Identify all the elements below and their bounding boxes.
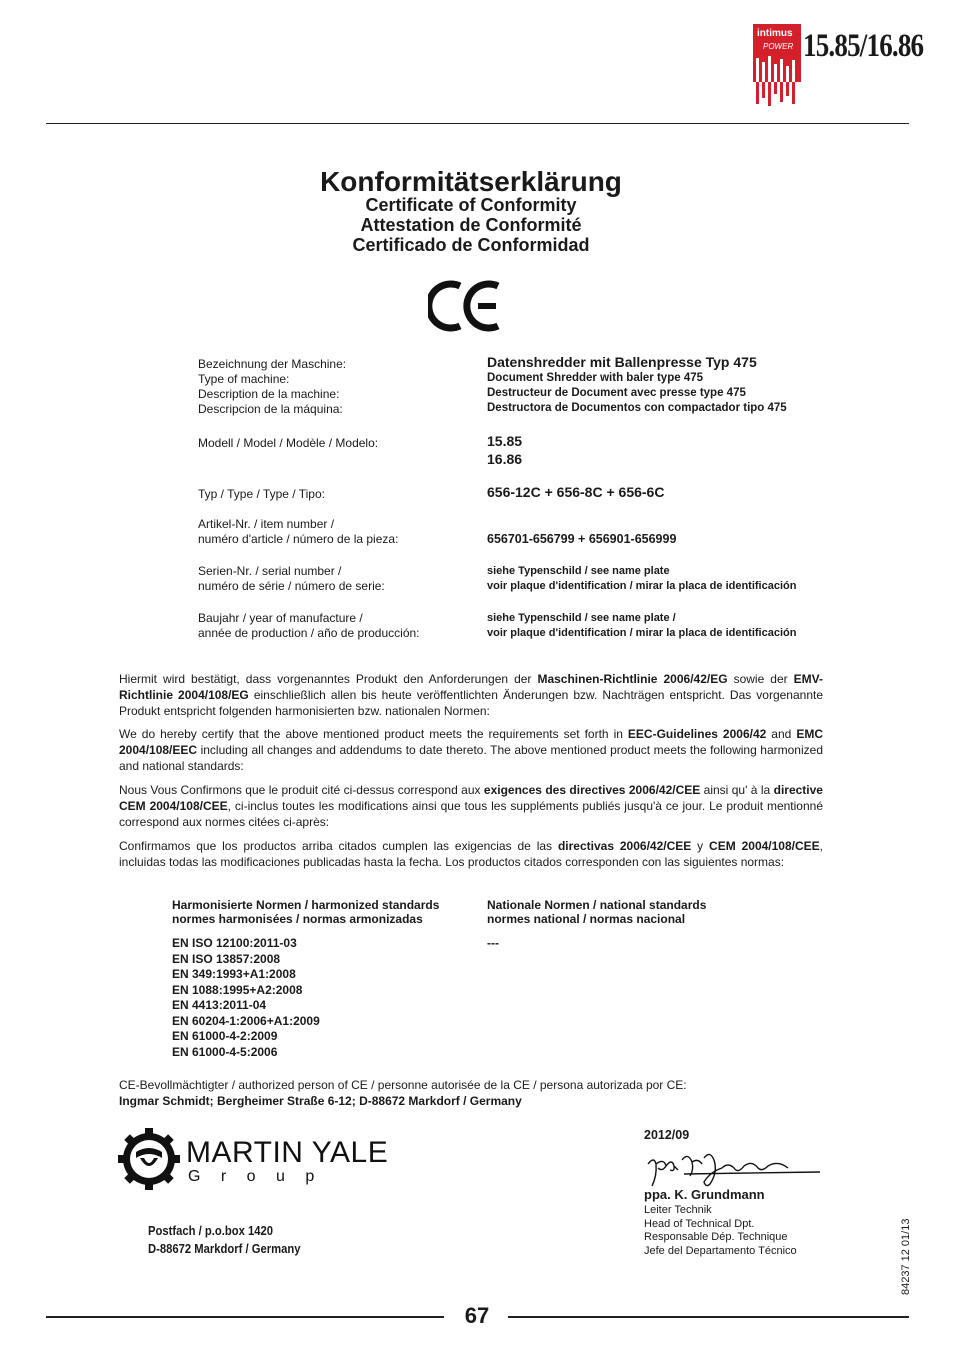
value-line: Document Shredder with baler type 475 bbox=[487, 372, 704, 384]
signature-titles bbox=[644, 1204, 797, 1258]
text-bold: Maschinen-Richtlinie 2006/42/EG bbox=[537, 672, 728, 686]
label-line: Baujahr / year of manufacture / bbox=[198, 611, 363, 625]
label-line: numéro d'article / número de la pieza: bbox=[198, 532, 399, 546]
paragraph-es bbox=[119, 838, 823, 870]
intimus-logo bbox=[753, 24, 801, 108]
title-en: Certificate of Conformity bbox=[365, 195, 577, 215]
header-divider bbox=[46, 123, 909, 124]
label-line: Description de la machine: bbox=[198, 387, 340, 401]
document-code: 84237 12 01/13 bbox=[900, 1218, 912, 1295]
national-heading bbox=[487, 898, 706, 926]
authorized-person bbox=[119, 1077, 687, 1109]
year-values bbox=[487, 611, 796, 641]
model-label: Modell / Model / Modèle / Modelo: bbox=[198, 436, 379, 450]
machine-values bbox=[487, 353, 787, 416]
text: Hiermit wird bestätigt, dass vorgenanntes Produkt den Anforderungen der bbox=[119, 672, 538, 686]
text: Nous Vous Confirmons que le produit cité ci-dessus correspond aux bbox=[119, 783, 484, 797]
text: including all changes and addendums to date thereto. The above mentioned product meets the following harmonized and national standards: bbox=[119, 743, 823, 773]
title-main: Konformitätserklärung bbox=[320, 166, 622, 197]
brand-sub-text: POWER bbox=[763, 42, 794, 51]
authorized-address: Ingmar Schmidt; Bergheimer Straße 6-12; D-88672 Markdorf / Germany bbox=[119, 1094, 522, 1108]
company-address bbox=[148, 1222, 301, 1258]
paragraph-fr bbox=[119, 782, 823, 830]
title-line: Head of Technical Dpt. bbox=[644, 1217, 755, 1230]
value-line: Destructora de Documentos con compactador tipo 475 bbox=[487, 402, 787, 414]
machine-labels bbox=[198, 357, 346, 417]
text: Confirmamos que los productos arriba citados cumplen las exigencias de las bbox=[119, 839, 558, 853]
standard-item: EN ISO 13857:2008 bbox=[172, 951, 281, 966]
harmonized-heading bbox=[172, 898, 439, 926]
value-line: Destructeur de Document avec presse type 475 bbox=[487, 387, 746, 399]
label-line: Type of machine: bbox=[198, 372, 290, 386]
title-es: Certificado de Conformidad bbox=[352, 235, 590, 255]
ce-mark-icon bbox=[428, 280, 504, 332]
standard-item: EN 60204-1:2006+A1:2009 bbox=[172, 1013, 320, 1028]
harmonized-list bbox=[172, 936, 320, 1060]
paragraph-de bbox=[119, 671, 823, 719]
article-labels bbox=[198, 517, 398, 547]
label-line: Serien-Nr. / serial number / bbox=[198, 564, 342, 578]
martin-yale-logo-icon bbox=[118, 1128, 180, 1190]
brand-text: intimus bbox=[757, 28, 793, 39]
page-number: 67 bbox=[464, 1303, 490, 1328]
article-value: 656701-656799 + 656901-656999 bbox=[487, 532, 677, 546]
value-line: 16.86 bbox=[487, 451, 523, 467]
signature-name: ppa. K. Grundmann bbox=[644, 1187, 765, 1202]
address-line: D-88672 Markdorf / Germany bbox=[148, 1242, 301, 1256]
label-line: année de production / año de producción: bbox=[198, 626, 420, 640]
text: einschließlich allen bis heute veröffentlichten Änderungen bzw. Nachträgen entspricht. Das vorgenannte Produkt entspricht folgenden harmonisierten bzw. nationalen Normen: bbox=[119, 688, 824, 718]
value-line: siehe Typenschild / see name plate / bbox=[487, 612, 676, 624]
title-line: Jefe del Departamento Técnico bbox=[644, 1244, 797, 1257]
serial-values bbox=[487, 564, 796, 594]
text-bold: CEM 2004/108/CEE bbox=[709, 839, 820, 853]
value-line: Datenshredder mit Ballenpresse Typ 475 bbox=[487, 354, 757, 370]
value-line: voir plaque d'identification / mirar la placa de identificación bbox=[487, 580, 797, 592]
title-line: Responsable Dép. Technique bbox=[644, 1231, 788, 1243]
standard-item: EN 61000-4-5:2006 bbox=[172, 1044, 278, 1059]
heading-line: Nationale Normen / national standards bbox=[487, 898, 707, 912]
standard-item: EN ISO 12100:2011-03 bbox=[172, 936, 297, 950]
authorized-line: CE-Bevollmächtigter / authorized person of CE / personne autorisée de la CE / persona autorizada por CE: bbox=[119, 1078, 687, 1092]
text: We do hereby certify that the above mentioned product meets the requirements set forth in bbox=[119, 727, 628, 741]
standard-item: EN 349:1993+A1:2008 bbox=[172, 967, 296, 981]
text-bold: EEC-Guidelines 2006/42 bbox=[627, 727, 767, 741]
label-line: Artikel-Nr. / item number / bbox=[198, 517, 335, 531]
text-bold: exigences des directives 2006/42/CEE bbox=[483, 783, 701, 797]
value-line: siehe Typenschild / see name plate bbox=[487, 565, 670, 577]
serial-labels bbox=[198, 564, 385, 594]
footer-line-right bbox=[508, 1316, 909, 1318]
company-group: G r o u p bbox=[188, 1168, 323, 1185]
model-title: 15.85/16.86 bbox=[803, 28, 924, 64]
text-bold: EMV-Richtlinie 2004/108/EG bbox=[119, 672, 823, 702]
paragraph-en bbox=[119, 726, 823, 774]
value-line: voir plaque d'identification / mirar la placa de identificación bbox=[487, 627, 797, 639]
year-labels bbox=[198, 611, 420, 641]
signature-date: 2012/09 bbox=[644, 1128, 690, 1142]
text-bold: directivas 2006/42/CEE bbox=[557, 839, 692, 853]
model-values bbox=[487, 432, 522, 468]
address-line: Postfach / p.o.box 1420 bbox=[148, 1224, 274, 1238]
standard-item: --- bbox=[487, 936, 499, 950]
company-name: MARTIN YALE bbox=[186, 1136, 389, 1169]
text-bold: EMC 2004/108/EEC bbox=[119, 727, 823, 757]
standard-item: EN 4413:2011-04 bbox=[172, 998, 267, 1012]
type-value: 656-12C + 656-8C + 656-6C bbox=[487, 484, 665, 500]
text: and bbox=[766, 727, 797, 741]
text: ainsi qu' à la bbox=[700, 783, 774, 797]
national-list bbox=[487, 936, 499, 952]
heading-line: normes national / normas nacional bbox=[487, 912, 686, 926]
signature-image bbox=[644, 1146, 824, 1188]
text: y bbox=[691, 839, 710, 853]
standard-item: EN 1088:1995+A2:2008 bbox=[172, 982, 303, 997]
text: , ci-inclus toutes les modifications ainsi que tous les suppléments publiés jusqu'à ce jour. Le produit mentionné correspond aux normes citées ci-après: bbox=[119, 799, 823, 829]
title-line: Leiter Technik bbox=[644, 1204, 712, 1216]
heading-line: normes harmonisées / normas armonizadas bbox=[172, 912, 423, 926]
label-line: Descripcion de la máquina: bbox=[198, 402, 343, 416]
text-bold: directive CEM 2004/108/CEE bbox=[119, 783, 823, 813]
text: sowie der bbox=[727, 672, 794, 686]
footer-line-left bbox=[46, 1316, 444, 1318]
label-line: numéro de série / número de serie: bbox=[198, 579, 385, 593]
title-fr: Attestation de Conformité bbox=[360, 215, 582, 235]
value-line: 15.85 bbox=[487, 433, 523, 449]
text: , incluidas todas las modificaciones publicadas hasta la fecha. Los productos citados corresponden con las siguientes normas: bbox=[119, 839, 824, 869]
label-line: Bezeichnung der Maschine: bbox=[198, 357, 347, 371]
heading-line: Harmonisierte Normen / harmonized standards bbox=[172, 898, 440, 912]
type-label: Typ / Type / Type / Tipo: bbox=[198, 487, 325, 501]
standard-item: EN 61000-4-2:2009 bbox=[172, 1029, 278, 1043]
